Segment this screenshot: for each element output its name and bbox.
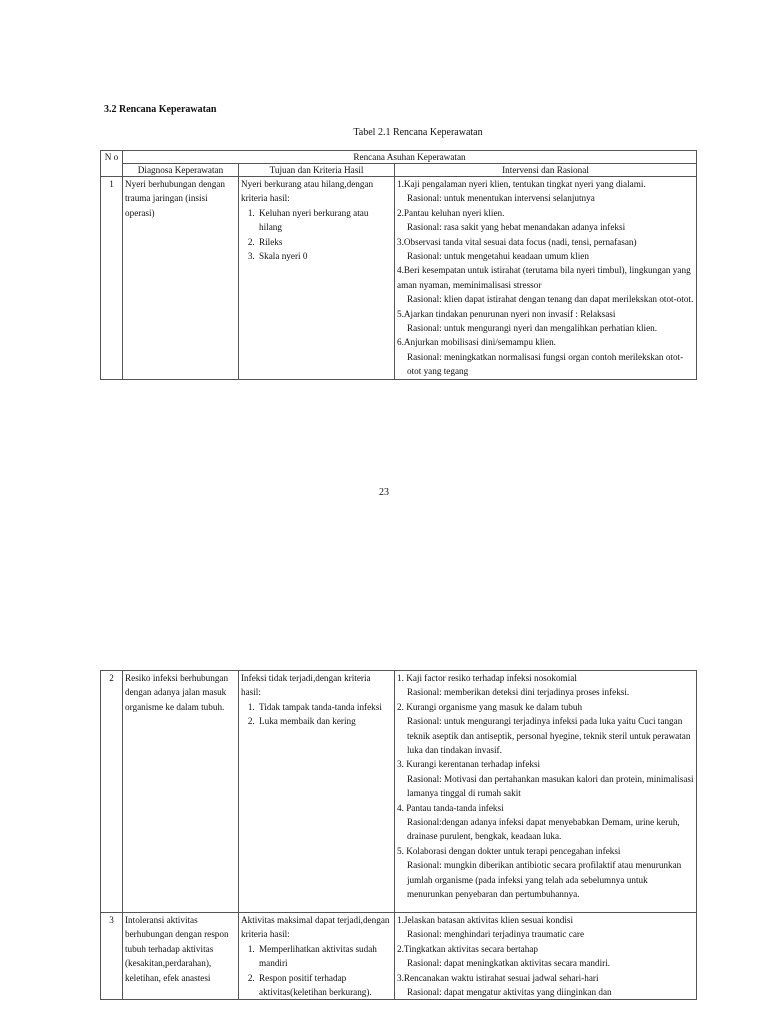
kriteria-list xyxy=(241,942,392,1000)
diagnosa-cell: Nyeri berhubungan dengan trauma jaringan (insisi operasi) xyxy=(123,177,239,380)
intervensi-cell xyxy=(395,913,697,1000)
row-number: 2 xyxy=(101,671,123,913)
tujuan-intro: Nyeri berkurang atau hilang,dengan kriteria hasil: xyxy=(241,179,374,204)
table-row xyxy=(101,671,697,913)
tujuan-cell xyxy=(239,913,395,1000)
diagnosa-cell: Intoleransi aktivitas berhubungan dengan respon tubuh terhadap aktivitas (kesakitan,perdarahan), keletihan, efek anastesi xyxy=(123,913,239,1000)
intervensi-item: 5.Ajarkan tindakan penurunan nyeri non invasif : Relaksasi Rasional: untuk mengurangi nyeri dan mengalihkan perhatian klien. xyxy=(397,308,658,334)
intervensi-item: 3.Observasi tanda vital sesuai data focus (nadi, tensi, pernafasan) Rasional: untuk mengetahui keadaan umum klien xyxy=(397,236,637,262)
intervensi-item: 1. Kaji factor resiko terhadap infeksi nosokomial Rasional: memberikan deteksi dini terjadinya proses infeksi. xyxy=(397,673,630,698)
tujuan-cell xyxy=(239,177,395,380)
table-row xyxy=(101,177,697,380)
header-no: N o xyxy=(101,151,123,177)
tujuan-cell xyxy=(239,671,395,913)
intervensi-item: 2. Kurangi organisme yang masuk ke dalam tubuh Rasional: untuk mengurangi terjadinya infeksi pada luka yaitu Cuci tangan teknik aseptik dan antiseptik, personal hyegine, teknik steril untuk perawatan luka dan tindakan invasif. xyxy=(397,701,691,756)
row-number: 1 xyxy=(101,177,123,380)
row-number: 3 xyxy=(101,913,123,1000)
header-tujuan: Tujuan dan Kriteria Hasil xyxy=(239,164,395,177)
header-group: Rencana Asuhan Keperawatan xyxy=(123,151,697,164)
kriteria-item: 3. Skala nyeri 0 xyxy=(257,249,392,263)
intervensi-item: 1.Kaji pengalaman nyeri klien, tentukan tingkat nyeri yang dialami. Rasional: untuk menentukan intervensi selanjutnya xyxy=(397,179,646,204)
nursing-plan-table-page1 xyxy=(100,150,697,380)
kriteria-item: 2. Rileks xyxy=(257,235,392,249)
kriteria-list xyxy=(241,700,392,729)
kriteria-item: 1. Memperlihatkan aktivitas sudah mandiri xyxy=(257,942,392,971)
intervensi-item: 4. Pantau tanda-tanda infeksi Rasional:dengan adanya infeksi dapat menyebabkan Demam, urine keruh, drainase purulent, bengkak, keadaan luka. xyxy=(397,802,680,842)
table-row xyxy=(101,913,697,1000)
intervensi-item: 4.Beri kesempatan untuk istirahat (terutama bila nyeri timbul), lingkungan yang aman nyaman, meminimalisasi stressor Rasional: klien dapat istirahat dengan tenang dan dapat merilekskan otot-otot. xyxy=(397,265,694,305)
intervensi-cell xyxy=(395,671,697,913)
intervensi-item: 6.Anjurkan mobilisasi dini/semampu klien. Rasional: meningkatkan normalisasi fungsi organ contoh merilekskan otot-otot yang tegang xyxy=(397,337,684,377)
kriteria-item: 1. Keluhan nyeri berkurang atau hilang xyxy=(257,206,392,235)
diagnosa-cell: Resiko infeksi berhubungan dengan adanya jalan masuk organisme ke dalam tubuh. xyxy=(123,671,239,913)
table-caption: Tabel 2.1 Rencana Keperawatan xyxy=(353,127,483,138)
section-heading: 3.2 Rencana Keperawatan xyxy=(104,104,217,115)
intervensi-item: 2.Tingkatkan aktivitas secara bertahap Rasional: dapat meningkatkan aktivitas secara mandiri. xyxy=(397,943,611,969)
intervensi-item: 5. Kolaborasi dengan dokter untuk terapi pencegahan infeksi Rasional: mungkin diberikan antibiotic secara profilaktif atau menurunkan jumlah organisme (pada infeksi yang telah ada sebelumnya untuk menurunkan penyebaran dan pertumbuhannya. xyxy=(397,845,682,900)
kriteria-list xyxy=(241,206,392,264)
intervensi-item: 2.Pantau keluhan nyeri klien. Rasional: rasa sakit yang hebat menandakan adanya infeksi xyxy=(397,207,626,233)
kriteria-item: 2. Respon positif terhadap aktivitas(keletihan berkurang). xyxy=(257,971,392,1000)
tujuan-intro: Aktivitas maksimal dapat terjadi,dengan kriteria hasil: xyxy=(241,915,390,940)
header-diagnosa: Diagnosa Keperawatan xyxy=(123,164,239,177)
intervensi-item: 1.Jelaskan batasan aktivitas klien sesuai kondisi Rasional: menghindari terjadinya traumatic care xyxy=(397,915,585,940)
page-number: 23 xyxy=(379,487,389,498)
intervensi-item: 3. Kurangi kerentanan terhadap infeksi Rasional: Motivasi dan pertahankan masukan kalori dan protein, minimalisasi lamanya tinggal di rumah sakit xyxy=(397,759,694,799)
kriteria-item: 1. Tidak tampak tanda-tanda infeksi xyxy=(257,700,392,714)
tujuan-intro: Infeksi tidak terjadi,dengan kriteria hasil: xyxy=(241,673,371,698)
kriteria-item: 2. Luka membaik dan kering xyxy=(257,714,392,728)
intervensi-item: 3.Rencanakan waktu istirahat sesuai jadwal sehari-hari Rasional: dapat mengatur aktivitas yang diinginkan dan xyxy=(397,972,612,998)
header-intervensi: Intervensi dan Rasional xyxy=(395,164,697,177)
nursing-plan-table-page2 xyxy=(100,670,697,1000)
intervensi-cell xyxy=(395,177,697,380)
